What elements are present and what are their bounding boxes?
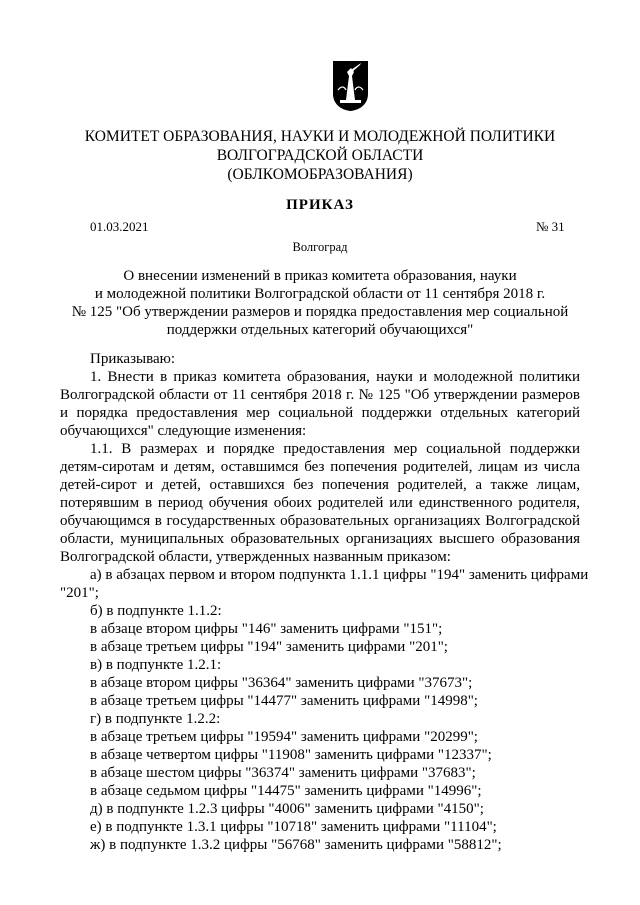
committee-name-line-1: КОМИТЕТ ОБРАЗОВАНИЯ, НАУКИ И МОЛОДЕЖНОЙ ПОЛИТИКИ bbox=[84, 128, 556, 145]
committee-name-line-3: (ОБЛКОМОБРАЗОВАНИЯ) bbox=[227, 166, 413, 183]
intro-text: Приказываю: bbox=[90, 351, 175, 367]
amendment-item: в абзаце седьмом цифры "14475" заменить цифрами "14996"; bbox=[90, 783, 482, 799]
paragraph-1-line: 1. Внести в приказ комитета образования, науки и молодежной политики bbox=[90, 369, 580, 385]
subject-line: поддержки отдельных категорий обучающихся" bbox=[166, 322, 474, 338]
amendment-item: в абзаце третьем цифры "194" заменить цифрами "201"; bbox=[90, 639, 448, 655]
paragraph-1-line: и порядка предоставления мер социальной поддержки отдельных категорий bbox=[60, 405, 580, 421]
item-a-line: "201"; bbox=[60, 585, 99, 601]
subject-line: и молодежной политики Волгоградской области от 11 сентября 2018 г. bbox=[94, 286, 546, 302]
amendment-item: в абзаце втором цифры "146" заменить цифрами "151"; bbox=[90, 621, 443, 637]
amendment-item: ж) в подпункте 1.3.2 цифры "56768" заменить цифрами "58812"; bbox=[90, 837, 502, 853]
amendment-item: в абзаце втором цифры "36364" заменить цифрами "37673"; bbox=[90, 675, 473, 691]
paragraph-1-line: Волгоградской области от 11 сентября 2018 г. № 125 "Об утверждении размеров bbox=[60, 387, 580, 403]
amendment-item: в абзаце шестом цифры "36374" заменить цифрами "37683"; bbox=[90, 765, 476, 781]
paragraph-1-1-line: обучающимся в государственных образовательных организациях Волгоградской bbox=[60, 513, 580, 529]
amendment-item: в) в подпункте 1.2.1: bbox=[90, 657, 222, 673]
paragraph-1-1-line: Волгоградской области, утвержденных названным приказом: bbox=[60, 549, 451, 565]
amendment-item: в абзаце третьем цифры "14477" заменить цифрами "14998"; bbox=[90, 693, 478, 709]
amendment-item: в абзаце четвертом цифры "11908" заменить цифрами "12337"; bbox=[90, 747, 492, 763]
item-a-line: а) в абзацах первом и втором подпункта 1.1.1 цифры "194" заменить цифрами bbox=[90, 567, 589, 583]
amendment-item: в абзаце третьем цифры "19594" заменить цифрами "20299"; bbox=[90, 729, 478, 745]
paragraph-1-1-line: детям-сиротам и детям, оставшимся без попечения родителей, лицам из числа bbox=[60, 459, 580, 475]
committee-name-line-2: ВОЛГОГРАДСКОЙ ОБЛАСТИ bbox=[216, 147, 424, 164]
order-number: № 31 bbox=[536, 219, 565, 234]
amendment-item: б) в подпункте 1.1.2: bbox=[90, 603, 222, 619]
order-date: 01.03.2021 bbox=[90, 219, 149, 234]
paragraph-1-1-line: потерявшим в период обучения обоих родителей или единственного родителя, bbox=[60, 495, 580, 511]
coat-of-arms-icon bbox=[332, 60, 369, 112]
subject-line: О внесении изменений в приказ комитета образования, науки bbox=[123, 268, 517, 284]
paragraph-1-1-line: детей-сирот и детей, оставшихся без попечения родителей, а также лицам, bbox=[60, 477, 580, 493]
amendment-item: д) в подпункте 1.2.3 цифры "4006" заменить цифрами "4150"; bbox=[90, 801, 484, 817]
paragraph-1-1-line: области, муниципальных образовательных организациях высшего образования bbox=[60, 531, 580, 547]
amendment-item: е) в подпункте 1.3.1 цифры "10718" заменить цифрами "11104"; bbox=[90, 819, 497, 835]
amendment-item: г) в подпункте 1.2.2: bbox=[90, 711, 221, 727]
order-city: Волгоград bbox=[292, 240, 348, 254]
subject-line: № 125 "Об утверждении размеров и порядка предоставления мер социальной bbox=[71, 304, 569, 320]
paragraph-1-1-line: 1.1. В размерах и порядке предоставления мер социальной поддержки bbox=[90, 441, 580, 457]
paragraph-1-line: обучающихся" следующие изменения: bbox=[60, 423, 307, 439]
order-title: ПРИКАЗ bbox=[286, 197, 354, 213]
